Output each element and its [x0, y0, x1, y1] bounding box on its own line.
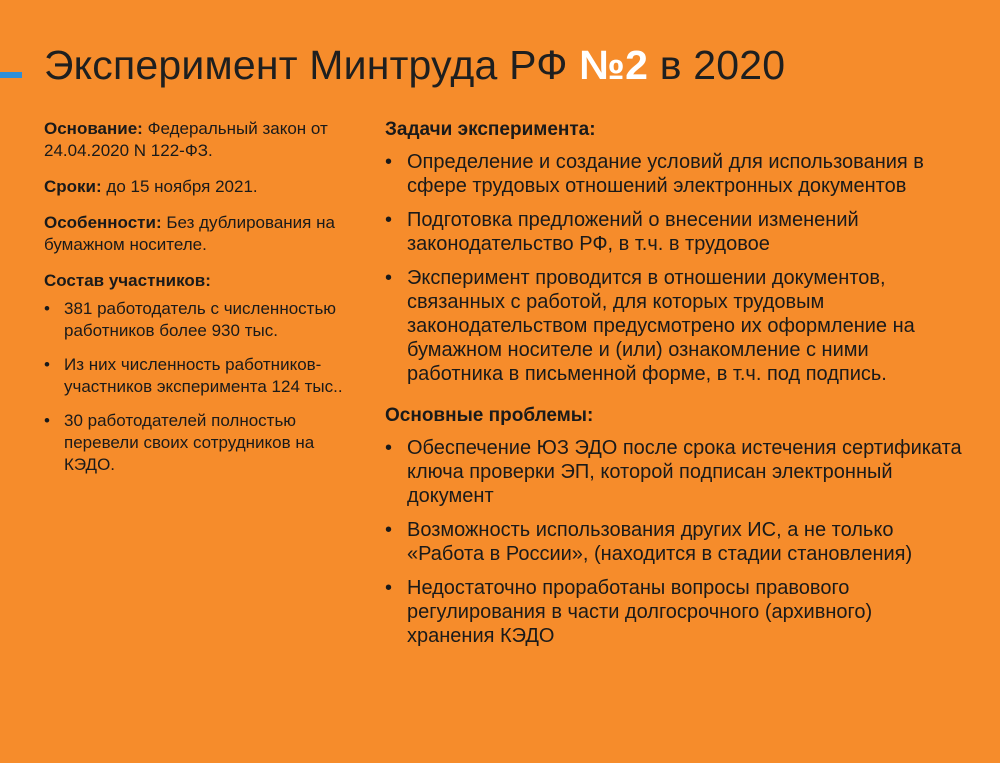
problems-item: • Недостаточно проработаны вопросы правового регулирования в части долгосрочного (архивного) хранения КЭДО [385, 576, 965, 648]
problems-heading: Основные проблемы: [385, 405, 594, 426]
features-text: Без дублирования на бумажном носителе. [44, 213, 335, 254]
basis-text: Федеральный закон от 24.04.2020 N 122-ФЗ. [44, 119, 328, 160]
tasks-list [385, 150, 965, 386]
basis-label: Основание: [44, 119, 143, 138]
tasks-item: • Эксперимент проводится в отношении документов, связанных с работой, для которых трудовым законодательством предусмотрено их оформление на бумажном носителе и (или) ознакомление с ними работника в письменной форме, в т.ч. под подпись. [385, 266, 965, 386]
title-text-after: в 2020 [648, 42, 786, 88]
participants-heading: Состав участников: [44, 271, 211, 290]
deadline-text: до 15 ноября 2021. [101, 177, 258, 196]
problems-list [385, 436, 965, 648]
deadline-paragraph [44, 176, 344, 198]
accent-bar [0, 72, 22, 78]
tasks-item: • Определение и создание условий для использования в сфере трудовых отношений электронных документов [385, 150, 965, 198]
tasks-item: • Подготовка предложений о внесении изменений законодательство РФ, в т.ч. в трудовое [385, 208, 965, 256]
features-label: Особенности: [44, 213, 162, 232]
participants-item: • 30 работодателей полностью перевели своих сотрудников на КЭДО. [44, 410, 344, 476]
title-highlight: №2 [579, 42, 649, 88]
participants-item: • Из них численность работников-участников эксперимента 124 тыс.. [44, 354, 344, 398]
tasks-heading: Задачи эксперимента: [385, 119, 596, 140]
left-column [44, 118, 344, 488]
participants-item: • 381 работодатель с численностью работников более 930 тыс. [44, 298, 344, 342]
basis-paragraph [44, 118, 344, 162]
problems-item: • Обеспечение ЮЗ ЭДО после срока истечения сертификата ключа проверки ЭП, которой подписан электронный документ [385, 436, 965, 508]
features-paragraph [44, 212, 344, 256]
deadline-label: Сроки: [44, 177, 102, 196]
right-column [385, 118, 965, 666]
participants-list [44, 298, 344, 476]
title-text-before: Эксперимент Минтруда РФ [44, 42, 580, 88]
slide-title [44, 40, 785, 90]
problems-item: • Возможность использования других ИС, а не только «Работа в России», (находится в стадии становления) [385, 518, 965, 566]
